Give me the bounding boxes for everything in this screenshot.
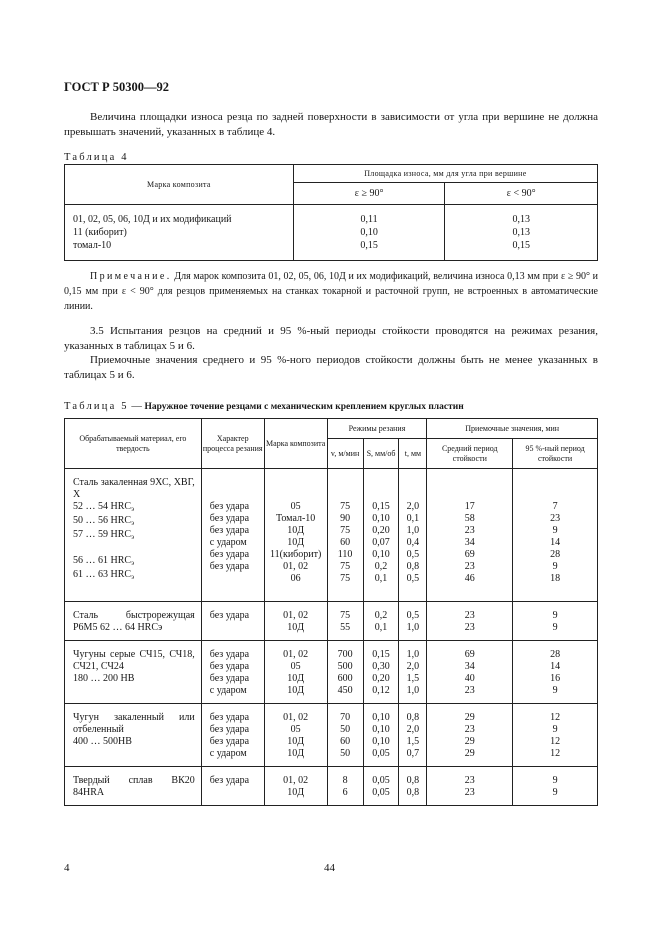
table5-value: 75 <box>340 561 351 572</box>
table5-value: 18 <box>550 573 561 584</box>
table5-cell-p95 <box>513 602 598 641</box>
table4-caption: Таблица 4 <box>64 152 129 163</box>
table5-value: 1,0 <box>406 622 420 633</box>
table5-value: без удара <box>209 610 250 621</box>
table5-value: 75 <box>340 573 351 584</box>
table5-value: 10Д <box>287 736 305 747</box>
page-number-center: 44 <box>324 862 335 874</box>
table5-value: 0,10 <box>372 724 390 735</box>
table5-value: 9 <box>552 610 558 621</box>
table5-value: 01, 02 <box>283 712 309 723</box>
page-number-left: 4 <box>64 862 70 874</box>
table5-cell-mean <box>427 641 513 704</box>
table5-value: 34 <box>464 537 475 548</box>
table5-value: без удара <box>209 649 250 660</box>
table5-value: 12 <box>550 748 561 759</box>
table5-value: без удара <box>209 775 250 786</box>
table4-note <box>64 269 598 314</box>
table5-value: 2,0 <box>406 724 420 735</box>
table5-cell-t <box>399 767 427 806</box>
table4-head-ge: ε ≥ 90° <box>293 183 445 205</box>
table5-value: 0,05 <box>372 748 390 759</box>
table5-value: 7 <box>552 501 558 512</box>
table5-value: 50 <box>340 724 351 735</box>
table5-value: 2,0 <box>406 501 420 512</box>
table5-value: 23 <box>464 685 475 696</box>
table5-value: 23 <box>464 561 475 572</box>
table5-cell-brand <box>264 767 327 806</box>
table5-value <box>328 477 363 489</box>
table5-value: 0,10 <box>372 736 390 747</box>
table5-head-modes: Режимы резания <box>327 419 427 439</box>
table5-value: 0,10 <box>372 712 390 723</box>
material-hardness: 56 … 61 $HRC_э$ <box>73 555 135 567</box>
table5-value: 16 <box>550 673 561 684</box>
table5-value: 40 <box>464 673 475 684</box>
table5-value: 9 <box>552 775 558 786</box>
table5-value: 2,0 <box>406 661 420 672</box>
table5-value: 05 <box>290 724 301 735</box>
table4-head-material: Марка композита <box>65 165 294 205</box>
material-hardness: 57 … 59 $HRC_э$ <box>73 529 135 541</box>
table5-value: 14 <box>550 661 561 672</box>
table5-value: 450 <box>337 685 353 696</box>
table5-value: 58 <box>464 513 475 524</box>
table5-value: без удара <box>209 661 250 672</box>
table5-cell-material <box>65 704 202 767</box>
table5-value: 0,1 <box>374 622 388 633</box>
table5-value: без удара <box>209 561 250 572</box>
document-header: ГОСТ Р 50300—92 <box>64 80 170 94</box>
table5-value: 23 <box>464 787 475 798</box>
table5-head-v: v, м/мин <box>327 439 363 469</box>
table5-value: 0,10 <box>372 513 390 524</box>
material-hardness <box>73 543 195 555</box>
table5-value: 75 <box>340 525 351 536</box>
table5-value: 23 <box>464 724 475 735</box>
table5-value: 90 <box>340 513 351 524</box>
material-name: Сталь быстрорежущая Р6М5 62 … 64 HRCэ <box>73 610 195 633</box>
table5-value <box>328 489 363 501</box>
table5-value: без удара <box>209 712 250 723</box>
table5-cell-v <box>327 469 363 602</box>
material-hardness: 400 … 500НВ <box>73 736 132 747</box>
table5-cell-p95 <box>513 767 598 806</box>
table5-value: с ударом <box>209 748 247 759</box>
table5-value: 9 <box>552 525 558 536</box>
table5-value: 0,20 <box>372 673 390 684</box>
table5-value: с ударом <box>209 685 247 696</box>
table5-value: 9 <box>552 685 558 696</box>
table4-cell-value: 0,10 <box>360 227 378 238</box>
table5-cell-process <box>201 767 264 806</box>
table5-cell-s <box>363 704 399 767</box>
table4-ge-cell <box>293 205 445 261</box>
table5-value: 0,1 <box>406 513 420 524</box>
table5-value: 0,10 <box>372 549 390 560</box>
table5-value: 0,15 <box>372 649 390 660</box>
material-name: Чугуны серые СЧ15, СЧ18, СЧ21, СЧ24 <box>73 649 195 672</box>
table5-value: 11(киборит) <box>270 549 322 560</box>
table4-head-wear: Площадка износа, мм для угла при вершине <box>293 165 597 183</box>
table5-head-material: Обрабатываемый материал, его твердость <box>65 419 202 469</box>
table5-value: 01, 02 <box>283 649 309 660</box>
table5-cell-process <box>201 704 264 767</box>
table5-value: 01, 02 <box>283 561 309 572</box>
table5-cell-mean <box>427 767 513 806</box>
material-hardness: 50 … 56 $HRC_э$ <box>73 515 135 527</box>
table5-value: 69 <box>464 549 475 560</box>
table5-value: 10Д <box>287 748 305 759</box>
table5-head-brand: Марка композита <box>264 419 327 469</box>
material-hardness: 180 … 200 НВ <box>73 673 135 684</box>
table5-cell-s <box>363 469 399 602</box>
table5-value: 10Д <box>287 525 305 536</box>
table5-value: 0,8 <box>406 712 420 723</box>
table5-group-row <box>65 641 598 704</box>
table5-value: 23 <box>464 622 475 633</box>
table5-caption <box>64 401 464 412</box>
table5-value: без удара <box>209 736 250 747</box>
table5-head-process: Характер процесса резания <box>201 419 264 469</box>
table5-value: 60 <box>340 537 351 548</box>
table5-value: 75 <box>340 610 351 621</box>
table4-head-lt: ε < 90° <box>445 183 598 205</box>
table5-value: Томал-10 <box>276 513 316 524</box>
table5-value: 69 <box>464 649 475 660</box>
table5-cell-v <box>327 704 363 767</box>
table5-value: 55 <box>340 622 351 633</box>
table-4 <box>64 164 598 261</box>
table5-cell-t <box>399 602 427 641</box>
table5-value <box>513 477 597 489</box>
table5-value: 29 <box>464 736 475 747</box>
table4-lt-cell <box>445 205 598 261</box>
table5-value: 110 <box>337 549 353 560</box>
table5-value: 0,1 <box>374 573 388 584</box>
table5-value: 14 <box>550 537 561 548</box>
material-name: Сталь закаленная 9ХС, ХВГ, Х <box>73 477 195 500</box>
table5-value: 1,0 <box>406 649 420 660</box>
table-5 <box>64 418 598 806</box>
table4-materials-cell <box>65 205 294 261</box>
table5-cell-process <box>201 469 264 602</box>
table5-value: без удара <box>209 501 250 512</box>
table5-value: 1,5 <box>406 673 420 684</box>
material-hardness: 52 … 54 $HRC_э$ <box>73 501 135 513</box>
table5-value: 12 <box>550 736 561 747</box>
table5-value: с ударом <box>209 537 247 548</box>
table4-cell-value: 0,13 <box>512 214 530 225</box>
table4-cell-value: 0,11 <box>360 214 378 225</box>
table5-caption-dash: — <box>128 401 145 412</box>
table5-value <box>210 477 264 489</box>
table5-value: 0,5 <box>406 549 420 560</box>
table5-value: 75 <box>340 501 351 512</box>
table4-cell-value: 01, 02, 05, 06, 10Д и их модификаций <box>73 214 232 225</box>
table5-value: 0,07 <box>372 537 390 548</box>
table5-head-accept: Приемочные значения, мин <box>427 419 598 439</box>
table5-cell-process <box>201 641 264 704</box>
table5-value <box>265 489 327 501</box>
table5-value: 23 <box>550 513 561 524</box>
table5-value: 0,8 <box>406 775 420 786</box>
table5-value <box>210 573 264 585</box>
table4-cell-value: 0,15 <box>512 240 530 251</box>
table5-head-s: S, мм/об <box>363 439 399 469</box>
table5-value: 0,8 <box>406 561 420 572</box>
table4-cell-value: 0,15 <box>360 240 378 251</box>
table5-cell-material <box>65 602 202 641</box>
table5-cell-t <box>399 469 427 602</box>
table5-value: 9 <box>552 787 558 798</box>
table5-value: 28 <box>550 649 561 660</box>
table5-value <box>427 489 512 501</box>
table5-value: 9 <box>552 724 558 735</box>
table5-cell-s <box>363 767 399 806</box>
table5-value: 1,0 <box>406 685 420 696</box>
table5-value: 17 <box>464 501 475 512</box>
table5-value: без удара <box>209 525 250 536</box>
table5-value: 700 <box>337 649 353 660</box>
table5-value <box>210 787 264 799</box>
table5-value: 0,20 <box>372 525 390 536</box>
table5-value: 8 <box>342 775 348 786</box>
material-hardness: 61 … 63 $HRC_э$ <box>73 569 135 581</box>
table5-value: 05 <box>290 661 301 672</box>
table5-head-p95: 95 %-ный период стойкости <box>513 439 598 469</box>
table5-group-row <box>65 767 598 806</box>
table5-value: 10Д <box>287 787 305 798</box>
table5-value: 29 <box>464 748 475 759</box>
table5-value <box>364 489 399 501</box>
table5-cell-brand <box>264 469 327 602</box>
table5-value: без удара <box>209 673 250 684</box>
table5-value <box>399 489 426 501</box>
table5-value: 0,7 <box>406 748 420 759</box>
table5-value: 46 <box>464 573 475 584</box>
table4-cell-value: 0,13 <box>512 227 530 238</box>
table5-value: 1,0 <box>406 525 420 536</box>
material-name: Чугун закаленный или отбеленный <box>73 712 195 735</box>
table5-value: 10Д <box>287 685 305 696</box>
table5-cell-brand <box>264 641 327 704</box>
table5-value: 05 <box>290 501 301 512</box>
table5-cell-mean <box>427 469 513 602</box>
table5-value <box>427 477 512 489</box>
table5-value: 0,2 <box>374 561 388 572</box>
table5-value <box>265 477 327 489</box>
table5-value: 0,5 <box>406 573 420 584</box>
table5-cell-brand <box>264 602 327 641</box>
table5-value: 01, 02 <box>283 610 309 621</box>
table5-value: 23 <box>464 525 475 536</box>
table5-caption-title: Наружное точение резцами с механическим креплением круглых пластин <box>144 402 464 412</box>
table5-value: 9 <box>552 622 558 633</box>
table5-cell-material <box>65 641 202 704</box>
table5-value: 34 <box>464 661 475 672</box>
table5-value: 06 <box>290 573 301 584</box>
table5-caption-label: Таблица 5 <box>64 401 129 412</box>
table5-cell-s <box>363 641 399 704</box>
table5-value: 9 <box>552 561 558 572</box>
paragraph-3-5: 3.5 Испытания резцов на средний и 95 %-ный периоды стойкости проводятся на режимах резания, указанных в таблицах 5 и 6. <box>64 325 598 352</box>
table5-value <box>399 477 426 489</box>
table5-value: без удара <box>209 513 250 524</box>
table5-value: 0,4 <box>406 537 420 548</box>
paragraph-acceptance: Приемочные значения среднего и 95 %-ного периодов стойкости должны быть не менее указанных в таблицах 5 и 6. <box>64 354 598 381</box>
table5-cell-material <box>65 767 202 806</box>
paragraph-wear: Величина площадки износа резца по задней поверхности в зависимости от угла при вершине не должна превышать значений, указанных в таблице 4. <box>64 111 598 138</box>
table5-cell-p95 <box>513 641 598 704</box>
table5-cell-v <box>327 641 363 704</box>
table5-value: 0,5 <box>406 610 420 621</box>
table5-value: 23 <box>464 775 475 786</box>
table5-value <box>210 622 264 634</box>
table5-cell-t <box>399 641 427 704</box>
table5-cell-s <box>363 602 399 641</box>
table5-group-row <box>65 704 598 767</box>
table5-value: 70 <box>340 712 351 723</box>
table5-value: 0,12 <box>372 685 390 696</box>
table5-value: 29 <box>464 712 475 723</box>
table5-cell-p95 <box>513 704 598 767</box>
table5-cell-v <box>327 602 363 641</box>
material-hardness <box>73 583 195 595</box>
table5-value: 10Д <box>287 537 305 548</box>
table5-group-row <box>65 469 598 602</box>
note-label: Примечание. <box>90 271 172 282</box>
table5-value: 01, 02 <box>283 775 309 786</box>
table5-head-mean: Средний период стойкости <box>427 439 513 469</box>
table5-cell-brand <box>264 704 327 767</box>
table5-value: 0,30 <box>372 661 390 672</box>
table5-value: 6 <box>342 787 348 798</box>
table5-value: 0,05 <box>372 775 390 786</box>
table5-group-row <box>65 602 598 641</box>
table5-value <box>513 489 597 501</box>
note-text: Для марок композита 01, 02, 05, 06, 10Д и их модификаций, величина износа 0,13 мм при ε ≥ 90° и 0,15 мм при ε < 90° для резцов применяемых на станках токарной и расточной групп, не встроенных в автоматические линии. <box>64 271 598 312</box>
material-name: Твердый сплав ВК20 84HRA <box>73 775 195 798</box>
table5-value: 23 <box>464 610 475 621</box>
table5-cell-v <box>327 767 363 806</box>
table5-value: без удара <box>209 724 250 735</box>
table5-value: 1,5 <box>406 736 420 747</box>
table5-value: 28 <box>550 549 561 560</box>
table5-cell-mean <box>427 602 513 641</box>
table5-value: 12 <box>550 712 561 723</box>
table5-value: 600 <box>337 673 353 684</box>
table5-value: 500 <box>337 661 353 672</box>
table5-cell-mean <box>427 704 513 767</box>
table5-cell-t <box>399 704 427 767</box>
table5-value: 10Д <box>287 622 305 633</box>
table5-cell-process <box>201 602 264 641</box>
table5-cell-p95 <box>513 469 598 602</box>
table5-value: 0,05 <box>372 787 390 798</box>
table5-value: 60 <box>340 736 351 747</box>
table5-value: 0,8 <box>406 787 420 798</box>
table5-cell-material <box>65 469 202 602</box>
table5-value <box>364 477 399 489</box>
table5-value: без удара <box>209 549 250 560</box>
table5-value: 0,2 <box>374 610 388 621</box>
table5-value <box>210 489 264 501</box>
table5-value: 50 <box>340 748 351 759</box>
table5-head-t: t, мм <box>399 439 427 469</box>
table5-value: 0,15 <box>372 501 390 512</box>
table4-cell-value: томал-10 <box>73 240 112 251</box>
table5-value: 10Д <box>287 673 305 684</box>
table4-cell-value: 11 (киборит) <box>73 227 127 238</box>
